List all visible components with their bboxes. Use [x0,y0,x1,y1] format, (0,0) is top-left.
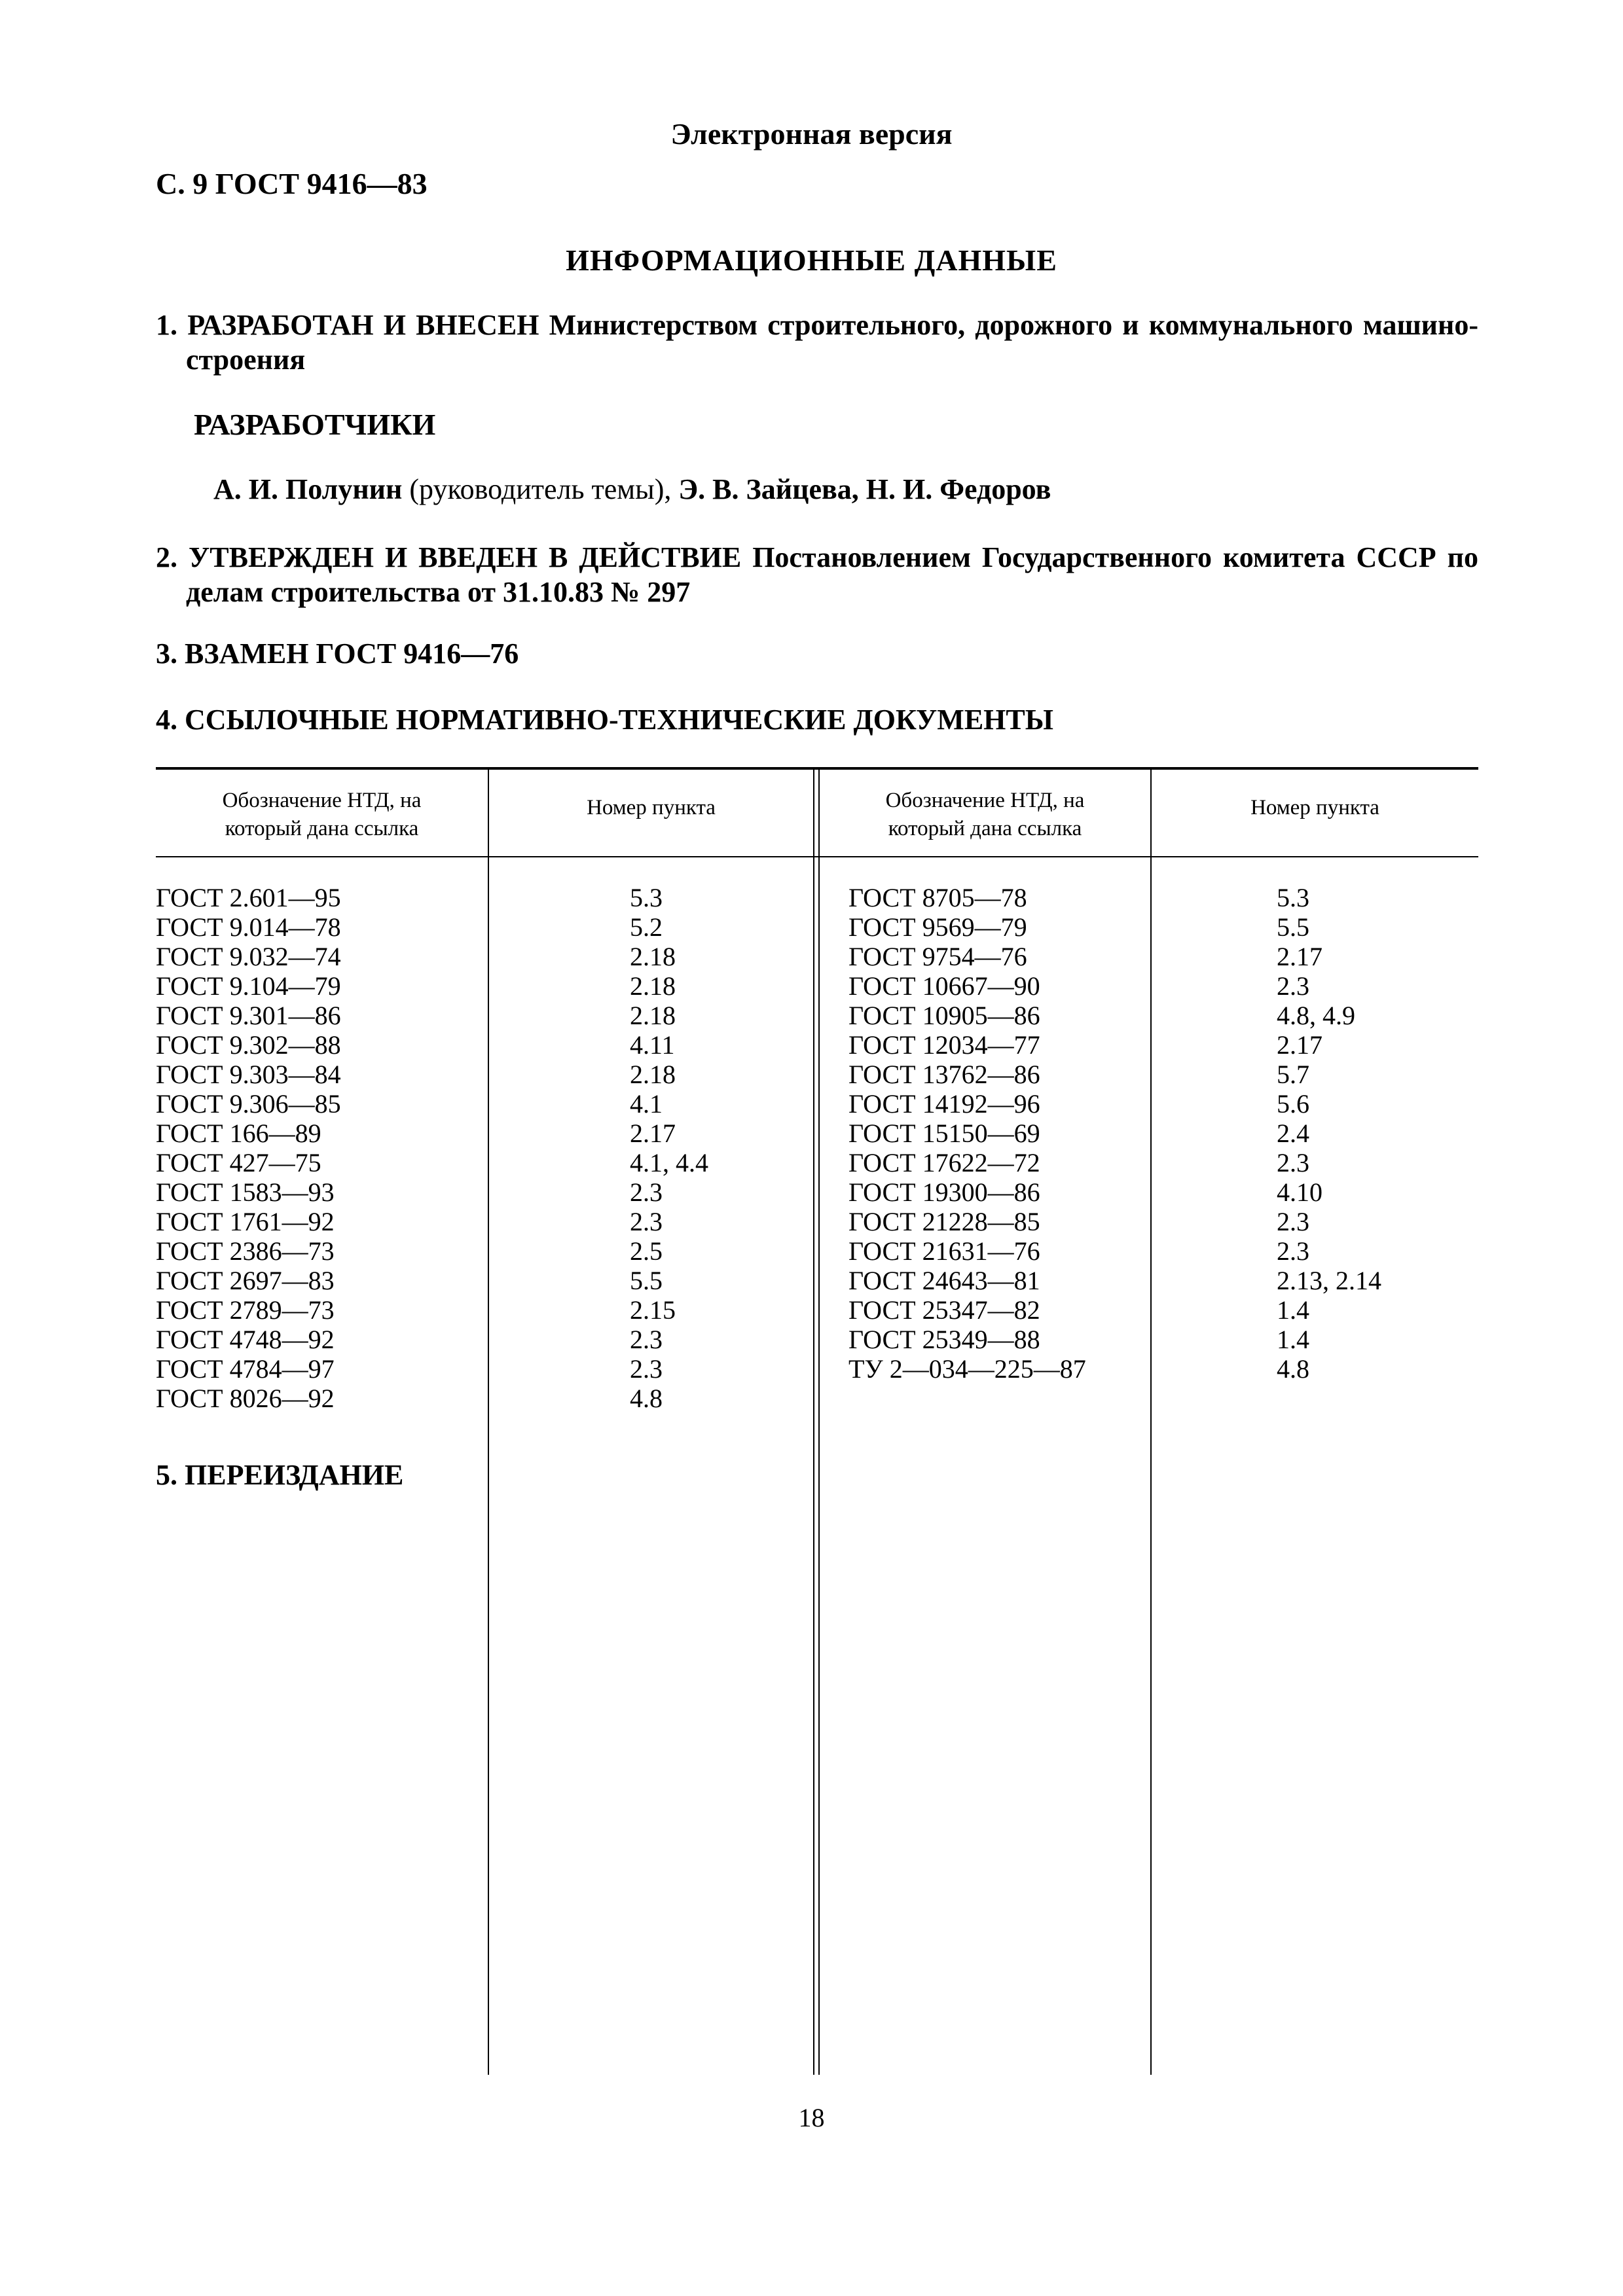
right-docs-column [848,883,1086,1384]
table-cell-doc: ГОСТ 2386—73 [156,1236,335,1266]
table-cell-clause: 1.4 [1277,1325,1309,1354]
table-cell-clause: 2.3 [1277,971,1309,1001]
table-cell-clause: 2.18 [630,942,676,971]
table-cell-doc: ГОСТ 9.301—86 [156,1001,341,1030]
table-cell-doc: ГОСТ 10905—86 [848,1001,1040,1030]
table-cell-doc: ГОСТ 4748—92 [156,1325,335,1354]
table-cell-clause: 4.8 [1277,1354,1309,1384]
table-cell-doc: ГОСТ 25347—82 [848,1295,1040,1325]
table-cell-clause: 2.13, 2.14 [1277,1266,1381,1295]
table-cell-clause: 4.10 [1277,1177,1322,1207]
table-cell-doc: ГОСТ 1761—92 [156,1207,335,1236]
left-clauses-column [630,883,708,1413]
table-cell-doc: ГОСТ 10667—90 [848,971,1040,1001]
table-cell-clause: 2.3 [630,1354,663,1384]
left-docs-column [156,883,341,1413]
developers-label: РАЗРАБОТЧИКИ [194,408,436,441]
table-cell-clause: 2.3 [630,1177,663,1207]
table-cell-clause: 2.5 [630,1236,663,1266]
page-number: 18 [798,2103,825,2132]
table-cell-doc: ГОСТ 2.601—95 [156,883,341,912]
table-cell-doc: ГОСТ 9.032—74 [156,942,341,971]
table-cell-clause: 4.1, 4.4 [630,1148,708,1177]
table-cell-doc: ТУ 2—034—225—87 [848,1354,1086,1384]
header-doc-line2: который дана ссылка [225,816,419,840]
table-cell-clause: 1.4 [1277,1295,1309,1325]
table-cell-clause: 5.2 [630,912,663,942]
table-cell-doc: ГОСТ 9569—79 [848,912,1027,942]
page-code: С. 9 ГОСТ 9416—83 [156,167,428,200]
header-doc-line1: Обозначение НТД, на [222,789,422,812]
table-cell-doc: ГОСТ 427—75 [156,1148,321,1177]
table-cell-doc: ГОСТ 8026—92 [156,1384,335,1413]
table-cell-doc: ГОСТ 14192—96 [848,1089,1040,1119]
table-cell-clause: 4.8, 4.9 [1277,1001,1355,1030]
table-cell-doc: ГОСТ 19300—86 [848,1177,1040,1207]
developers-list [213,473,1051,507]
table-cell-doc: ГОСТ 9.014—78 [156,912,341,942]
item2-line2: делам строительства от 31.10.83 № 297 [186,575,691,608]
table-divider-1 [488,770,489,2075]
table-cell-doc: ГОСТ 4784—97 [156,1354,335,1384]
table-cell-doc: ГОСТ 21228—85 [848,1207,1040,1236]
table-cell-doc: ГОСТ 2697—83 [156,1266,335,1295]
item-reissue: 5. ПЕРЕИЗДАНИЕ [156,1459,404,1491]
table-cell-doc: ГОСТ 9.104—79 [156,971,341,1001]
table-cell-clause: 4.11 [630,1030,675,1060]
table-cell-doc: ГОСТ 24643—81 [848,1266,1040,1295]
table-cell-doc: ГОСТ 9.302—88 [156,1030,341,1060]
item-replaces: 3. ВЗАМЕН ГОСТ 9416—76 [156,637,519,670]
header-clause-right: Номер пункта [1250,796,1379,819]
table-cell-clause: 4.8 [630,1384,663,1413]
item1-line1: 1. РАЗРАБОТАН И ВНЕСЕН Министерством строительного, дорожного и коммунального машино- [156,309,1478,341]
table-cell-clause: 2.3 [1277,1236,1309,1266]
table-cell-clause: 2.18 [630,1060,676,1089]
table-cell-doc: ГОСТ 12034—77 [848,1030,1040,1060]
table-cell-clause: 4.1 [630,1089,663,1119]
table-cell-doc: ГОСТ 25349—88 [848,1325,1040,1354]
item-reference-documents: 4. ССЫЛОЧНЫЕ НОРМАТИВНО-ТЕХНИЧЕСКИЕ ДОКУМЕНТЫ [156,704,1053,736]
item1-line2: строения [186,343,306,376]
table-cell-clause: 2.3 [630,1207,663,1236]
table-cell-clause: 5.3 [1277,883,1309,912]
table-divider-3 [1150,770,1152,2075]
header-doc-line1: Обозначение НТД, на [885,789,1085,812]
table-cell-doc: ГОСТ 1583—93 [156,1177,335,1207]
table-cell-doc: ГОСТ 15150—69 [848,1119,1040,1148]
header-doc-right [820,787,1150,843]
developer-others: Э. В. Зайцева, Н. И. Федоров [678,473,1051,505]
table-cell-clause: 2.18 [630,1001,676,1030]
table-cell-clause: 2.4 [1277,1119,1309,1148]
table-cell-clause: 5.5 [630,1266,663,1295]
item2-line1: 2. УТВЕРЖДЕН И ВВЕДЕН В ДЕЙСТВИЕ Постановлением Государственного комитета СССР по [156,541,1478,573]
table-cell-clause: 2.3 [1277,1148,1309,1177]
table-cell-clause: 2.17 [1277,942,1322,971]
table-cell-clause: 5.7 [1277,1060,1309,1089]
table-cell-clause: 5.5 [1277,912,1309,942]
table-cell-clause: 5.3 [630,883,663,912]
table-cell-doc: ГОСТ 21631—76 [848,1236,1040,1266]
table-cell-doc: ГОСТ 9.303—84 [156,1060,341,1089]
table-cell-doc: ГОСТ 8705—78 [848,883,1027,912]
right-clauses-column [1277,883,1381,1384]
table-cell-doc: ГОСТ 9754—76 [848,942,1027,971]
electronic-version-label: Электронная версия [670,117,953,151]
table-cell-clause: 2.18 [630,971,676,1001]
table-cell-clause: 5.6 [1277,1089,1309,1119]
table-cell-clause: 2.3 [630,1325,663,1354]
table-cell-doc: ГОСТ 2789—73 [156,1295,335,1325]
table-cell-clause: 2.15 [630,1295,676,1325]
table-top-rule [156,767,1478,770]
developer-lead-name: А. И. Полунин [213,473,403,505]
table-header-rule [156,856,1478,857]
table-cell-doc: ГОСТ 166—89 [156,1119,321,1148]
item-approved [156,541,1478,610]
table-cell-doc: ГОСТ 9.306—85 [156,1089,341,1119]
table-divider-2b [818,770,820,2075]
header-doc-left [156,787,488,843]
table-cell-clause: 2.3 [1277,1207,1309,1236]
developer-lead-role: (руководитель темы), [409,473,672,505]
section-title: ИНФОРМАЦИОННЫЕ ДАННЫЕ [566,243,1057,277]
table-cell-doc: ГОСТ 13762—86 [848,1060,1040,1089]
table-cell-doc: ГОСТ 17622—72 [848,1148,1040,1177]
table-divider-2a [813,770,814,2075]
header-clause-left: Номер пункта [587,796,716,819]
table-cell-clause: 2.17 [630,1119,676,1148]
item-developed-by [156,308,1478,378]
table-cell-clause: 2.17 [1277,1030,1322,1060]
header-doc-line2: который дана ссылка [888,816,1082,840]
